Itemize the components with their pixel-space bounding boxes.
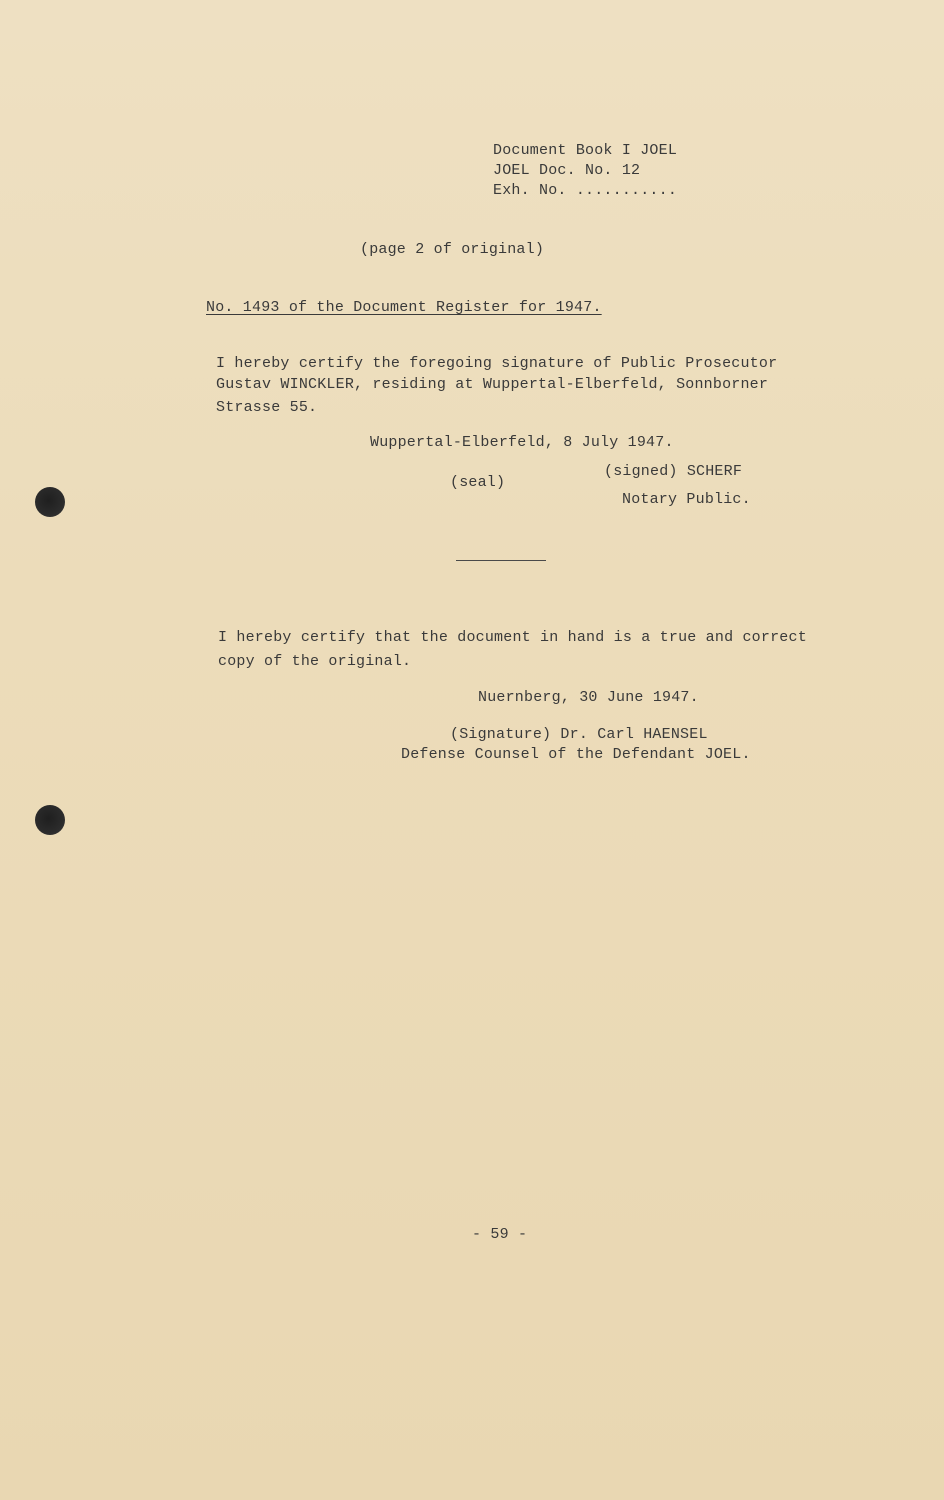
header-document-book: Document Book I JOEL — [493, 142, 678, 159]
certification2-line2: copy of the original. — [218, 653, 412, 670]
header-doc-number: JOEL Doc. No. 12 — [493, 162, 641, 179]
seal-label: (seal) — [450, 474, 506, 491]
header-exhibit-number: Exh. No. ........... — [493, 182, 678, 199]
certification1-line2: Gustav WINCKLER, residing at Wuppertal-Elberfeld, Sonnborner — [216, 376, 769, 393]
certification1-line3: Strasse 55. — [216, 399, 318, 416]
page-number: - 59 - — [472, 1226, 528, 1243]
certification2-place-date: Nuernberg, 30 June 1947. — [478, 689, 699, 706]
certification2-line1: I hereby certify that the document in hand is a true and correct — [218, 629, 807, 646]
counsel-signature: (Signature) Dr. Carl HAENSEL — [450, 726, 708, 743]
punch-hole-top — [35, 487, 65, 517]
page-note: (page 2 of original) — [360, 241, 545, 258]
certification1-line1: I hereby certify the foregoing signature of Public Prosecutor — [216, 355, 778, 372]
notary-signed: (signed) SCHERF — [604, 463, 743, 480]
register-line: No. 1493 of the Document Register for 1947. — [206, 299, 602, 316]
certification1-place-date: Wuppertal-Elberfeld, 8 July 1947. — [370, 434, 674, 451]
notary-title: Notary Public. — [622, 491, 751, 508]
punch-hole-bottom — [35, 805, 65, 835]
separator-line — [456, 560, 546, 561]
counsel-title: Defense Counsel of the Defendant JOEL. — [401, 746, 751, 763]
